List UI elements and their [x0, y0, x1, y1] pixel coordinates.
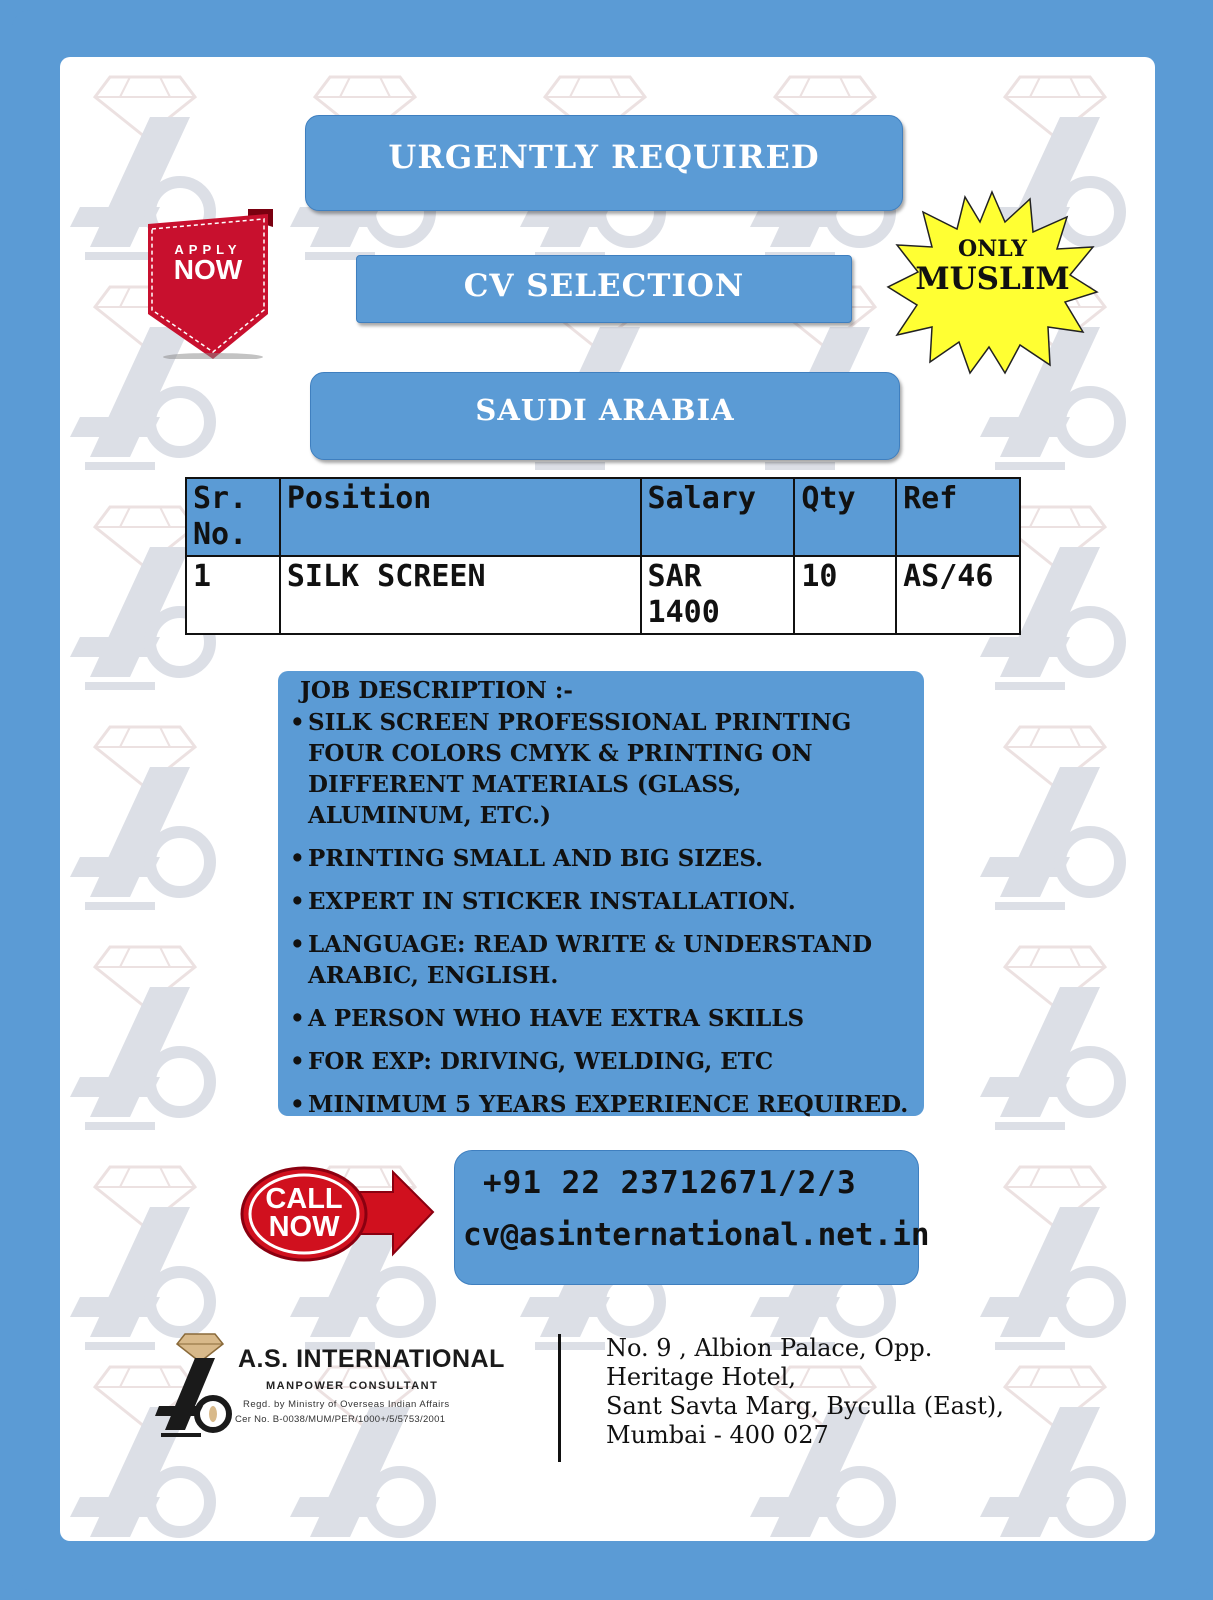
muslim-text: MUSLIM: [915, 261, 1070, 297]
email-address[interactable]: cv@asinternational.net.in: [463, 1217, 930, 1253]
company-address: [606, 1334, 1046, 1450]
list-item: • A PERSON WHO HAVE EXTRA SKILLS: [290, 1003, 910, 1034]
list-item: • LANGUAGE: READ WRITE & UNDERSTAND ARABIC, ENGLISH.: [290, 929, 910, 991]
cell-qty: 10: [794, 556, 896, 634]
address-line: Heritage Hotel,: [606, 1363, 796, 1391]
now-text: NOW: [268, 1211, 340, 1243]
cell-salary: SAR 1400: [641, 556, 795, 634]
header-salary: Salary: [641, 478, 795, 556]
apply-label: APPLY: [174, 242, 242, 257]
list-item: • EXPERT IN STICKER INSTALLATION.: [290, 886, 910, 917]
phone-number[interactable]: +91 22 23712671/2/3: [483, 1165, 857, 1201]
cv-selection-banner: [356, 255, 852, 323]
urgently-required-banner: [305, 115, 903, 211]
only-muslim-label: [885, 237, 1100, 297]
selection-text: CV SELECTION: [463, 268, 745, 304]
cell-position: SILK SCREEN: [280, 556, 641, 634]
header-qty: Qty: [794, 478, 896, 556]
call-text: CALL: [265, 1183, 343, 1215]
footer-divider: [558, 1334, 561, 1462]
address-line: Mumbai - 400 027: [606, 1421, 829, 1449]
positions-table: [185, 477, 1021, 635]
contact-box: [454, 1150, 930, 1285]
company-logo-icon: [155, 1332, 245, 1442]
job-description-list: [290, 707, 910, 1132]
poster-sheet: [60, 57, 1155, 1541]
list-item: • FOR EXP: DRIVING, WELDING, ETC: [290, 1046, 910, 1077]
job-description-title: JOB DESCRIPTION :-: [300, 677, 573, 704]
cell-ref: AS/46: [896, 556, 1020, 634]
header-position: Position: [280, 478, 641, 556]
apply-now-label: [153, 242, 263, 283]
cell-sr-no: 1: [186, 556, 280, 634]
list-item: • PRINTING SMALL AND BIG SIZES.: [290, 843, 910, 874]
address-line: Sant Savta Marg, Byculla (East),: [606, 1392, 1004, 1420]
company-name: A.S. INTERNATIONAL: [238, 1345, 505, 1373]
table-row: [186, 556, 1020, 634]
company-registration: Regd. by Ministry of Overseas Indian Affairs: [243, 1399, 450, 1410]
now-label: NOW: [173, 254, 243, 285]
job-description-box: [278, 671, 924, 1116]
company-certificate: Cer No. B-0038/MUM/PER/1000+/5/5753/2001: [235, 1414, 446, 1425]
list-item: • MINIMUM 5 YEARS EXPERIENCE REQUIRED.: [290, 1089, 910, 1120]
only-text: ONLY: [957, 236, 1028, 262]
list-item: • SILK SCREEN PROFESSIONAL PRINTING FOUR COLORS CMYK & PRINTING ON DIFFERENT MATERIALS (GLASS, ALUMINUM, ETC.): [290, 707, 910, 831]
country-text: SAUDI ARABIA: [475, 393, 735, 427]
country-banner: [310, 372, 900, 460]
header-sr-no: Sr. No.: [186, 478, 280, 556]
headline-text: URGENTLY REQUIRED: [388, 138, 820, 176]
address-line: No. 9 , Albion Palace, Opp.: [606, 1334, 933, 1362]
table-header-row: [186, 478, 1020, 556]
header-ref: Ref: [896, 478, 1020, 556]
call-now-label: [252, 1185, 356, 1241]
company-subtitle: MANPOWER CONSULTANT: [266, 1380, 439, 1392]
